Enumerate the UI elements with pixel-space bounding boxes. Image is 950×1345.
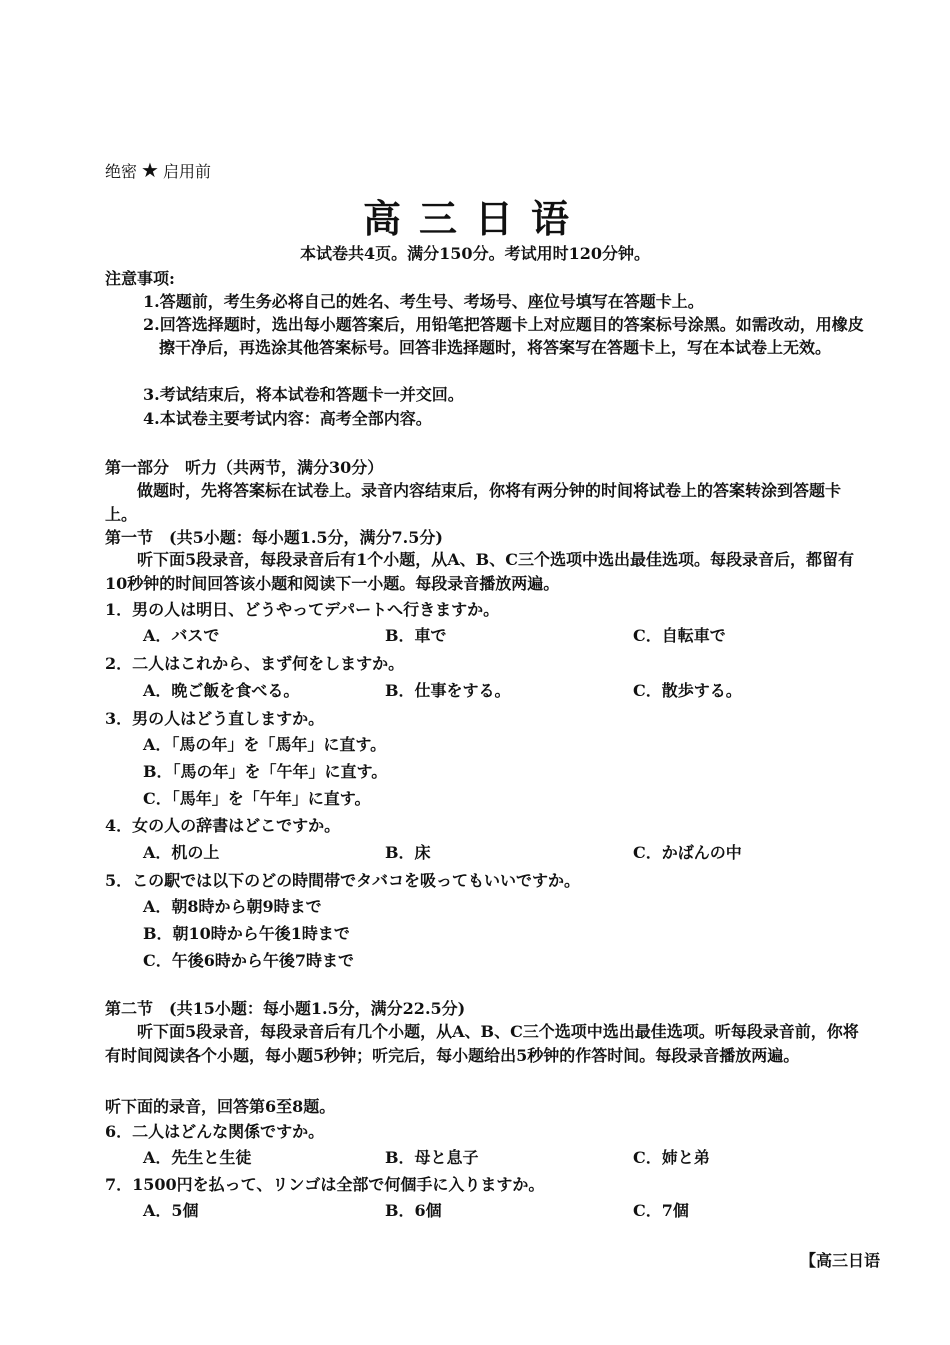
option-b: B．朝10時から午後1時まで <box>143 924 350 943</box>
footer-page-mark: 【高三日语 <box>800 1251 881 1270</box>
confidential-label <box>105 158 211 182</box>
option-b: B．6個 <box>385 1201 442 1220</box>
option-b: B．車で <box>385 626 447 645</box>
section2-intro: 听下面5段录音，每段录音后有几个小题，从A、B、C三个选项中选出最佳选项。听每段录音前，你将有时间阅读各个小题，每小题5秒钟；听完后，每小题给出5秒钟的作答时间。每段录音播放两遍。 <box>105 1022 859 1065</box>
option-a: A．バスで <box>143 626 220 645</box>
option-b: B．母と息子 <box>385 1148 479 1167</box>
option-a: A．「馬の年」を「馬年」に直す。 <box>143 735 387 754</box>
option-a: A．晩ご飯を食べる。 <box>143 681 300 700</box>
option-c: C．姉と弟 <box>633 1148 710 1167</box>
note-item: 1.答题前，考生务必将自己的姓名、考生号、考场号、座位号填写在答题卡上。 <box>143 292 704 311</box>
status-text: 启用前 <box>162 162 211 181</box>
section2-heading: 第二节 (共15小题：每小题1.5分，满分22.5分) <box>105 999 466 1018</box>
notes-heading: 注意事项: <box>105 269 175 288</box>
note-item: 2.回答选择题时，选出每小题答案后，用铅笔把答题卡上对应题目的答案标号涂黑。如需改动，用橡皮擦干净后，再选涂其他答案标号。回答非选择题时，将答案写在答题卡上，写在本试卷上无效。 <box>143 315 864 357</box>
option-b: B．床 <box>385 843 431 862</box>
section1-intro: 听下面5段录音，每段录音后有1个小题，从A、B、C三个选项中选出最佳选项。每段录音后，都留有10秒钟的时间回答该小题和阅读下一小题。每段录音播放两遍。 <box>105 550 854 593</box>
secret-text: 绝密 <box>105 162 138 181</box>
question-4: 4．女の人の辞書はどこですか。 <box>105 816 341 835</box>
question-1: 1．男の人は明日、どうやってデパートへ行きますか。 <box>105 600 500 619</box>
option-c: C．散歩する。 <box>633 681 742 700</box>
option-c: C．「馬年」を「午年」に直す。 <box>143 789 371 808</box>
exam-subtitle: 本试卷共4页。满分150分。考试用时120分钟。 <box>300 244 650 263</box>
question-3: 3．男の人はどう直しますか。 <box>105 709 325 728</box>
option-a: A．先生と生徒 <box>143 1148 252 1167</box>
note-item: 4.本试卷主要考试内容：高考全部内容。 <box>143 409 432 428</box>
question-5: 5．この駅では以下のどの時間帯でタバコを吸ってもいいですか。 <box>105 871 580 890</box>
part1-heading: 第一部分 听力（共两节，满分30分） <box>105 458 384 477</box>
section2-subintro: 听下面的录音，回答第6至8题。 <box>105 1097 336 1116</box>
question-7: 7．1500円を払って、リンゴは全部で何個手に入りますか。 <box>105 1175 545 1194</box>
note-item: 3.考试结束后，将本试卷和答题卡一并交回。 <box>143 385 464 404</box>
option-a: A．朝8時から朝9時まで <box>143 897 322 916</box>
option-c: C．自転車で <box>633 626 726 645</box>
option-c: C．7個 <box>633 1201 689 1220</box>
part1-intro: 做题时，先将答案标在试卷上。录音内容结束后，你将有两分钟的时间将试卷上的答案转涂到答题卡上。 <box>105 481 842 524</box>
star-icon: ★ <box>141 158 159 182</box>
section1-heading: 第一节 (共5小题：每小题1.5分，满分7.5分) <box>105 528 443 547</box>
option-a: A．5個 <box>143 1201 199 1220</box>
option-c: C．かばんの中 <box>633 843 742 862</box>
option-b: B．「馬の年」を「午年」に直す。 <box>143 762 388 781</box>
question-2: 2．二人はこれから、まず何をしますか。 <box>105 654 405 673</box>
question-6: 6．二人はどんな関係ですか。 <box>105 1122 325 1141</box>
option-b: B．仕事をする。 <box>385 681 511 700</box>
option-c: C．午後6時から午後7時まで <box>143 951 355 970</box>
option-a: A．机の上 <box>143 843 220 862</box>
exam-title: 高三日语 <box>362 196 587 241</box>
